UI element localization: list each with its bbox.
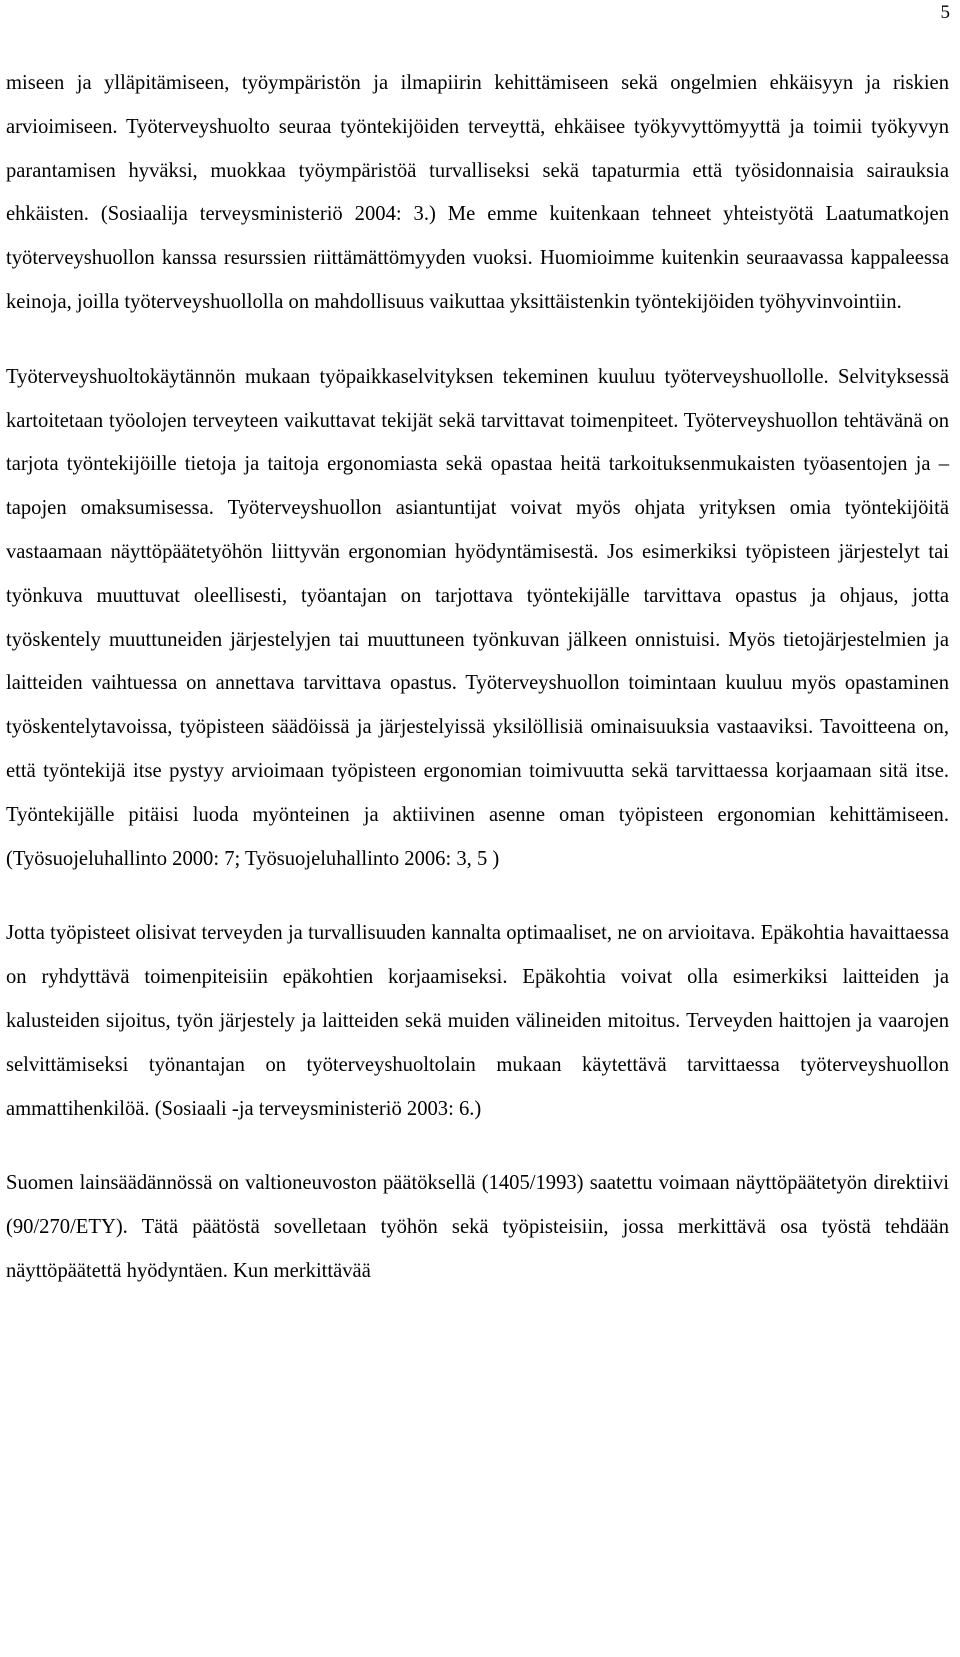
paragraph-legislation: Suomen lainsäädännössä on valtioneuvoston päätöksellä (1405/1993) saatettu voimaan näyttöpäätetyön direktiivi (90/270/ETY). Tätä päätöstä sovelletaan työhön sekä työpisteisiin, jossa merkittävä osa työstä tehdään näyttöpäätettä hyödyntäen. Kun merkittävää: [6, 1172, 949, 1282]
paragraph-occupational-health-duties: miseen ja ylläpitämiseen, työympäristön ja ilmapiirin kehittämiseen sekä ongelmien ehkäisyyn ja riskien arvioimiseen. Työterveyshuolto seuraa työntekijöiden terveyttä, ehkäisee työkyvyttömyyttä ja toimii työkyvyn parantamisen hyväksi, muokkaa työympäristöä turvalliseksi sekä tapaturmia että työsidonnaisia sairauksia ehkäisten. (Sosiaalija terveysministeriö 2004: 3.) Me emme kuitenkaan tehneet yhteistyötä Laatumatkojen työterveyshuollon kanssa resurssien riittämättömyyden vuoksi. Huomioimme kuitenkin seuraavassa kappaleessa keinoja, joilla työterveyshuollolla on mahdollisuus vaikuttaa yksittäistenkin työntekijöiden työhyvinvointiin.: [6, 72, 949, 313]
paragraph-workplace-survey: Työterveyshuoltokäytännön mukaan työpaikkaselvityksen tekeminen kuuluu työterveyshuollolle. Selvityksessä kartoitetaan työolojen terveyteen vaikuttavat tekijät sekä tarvittavat toimenpiteet. Työterveyshuollon tehtävänä on tarjota työntekijöille tietoja ja taitoja ergonomiasta sekä opastaa heitä tarkoituksenmukaisten työasentojen ja –tapojen omaksumisessa. Työterveyshuollon asiantuntijat voivat myös ohjata yrityksen omia työntekijöitä vastaamaan näyttöpäätetyöhön liittyvän ergonomian hyödyntämisestä. Jos esimerkiksi työpisteen järjestelyt tai työnkuva muuttuvat oleellisesti, työantajan on tarjottava työntekijälle tarvittava opastus ja ohjaus, jotta työskentely muuttuneiden järjestelyjen tai muuttuneen työnkuvan jälkeen onnistuisi. Myös tietojärjestelmien ja laitteiden vaihtuessa on annettava tarvittava opastus. Työterveyshuollon toimintaan kuuluu myös opastaminen työskentelytavoissa, työpisteen säädöissä ja järjestelyissä yksilöllisiä ominaisuuksia vastaaviksi. Tavoitteena on, että työntekijä itse pystyy arvioimaan työpisteen ergonomian toimivuutta sekä tarvittaessa korjaamaan sitä itse. Työntekijälle pitäisi luoda myönteinen ja aktiivinen asenne oman työpisteen ergonomian kehittämiseen. (Työsuojeluhallinto 2000: 7; Työsuojeluhallinto 2006: 3, 5 ): [6, 365, 949, 870]
body-text: [6, 62, 949, 1294]
paragraph-workstation-assessment: Jotta työpisteet olisivat terveyden ja turvallisuuden kannalta optimaaliset, ne on arvioitava. Epäkohtia havaittaessa on ryhdyttävä toimenpiteisiin epäkohtien korjaamiseksi. Epäkohtia voivat olla esimerkiksi laitteiden ja kalusteiden sijoitus, työn järjestely ja laitteiden sekä muiden välineiden mitoitus. Terveyden haittojen ja vaarojen selvittämiseksi työnantajan on työterveyshuoltolain mukaan käytettävä tarvittaessa työterveyshuollon ammattihenkilöä. (Sosiaali -ja terveysministeriö 2003: 6.): [6, 922, 949, 1120]
page-number: 5: [940, 2, 950, 23]
